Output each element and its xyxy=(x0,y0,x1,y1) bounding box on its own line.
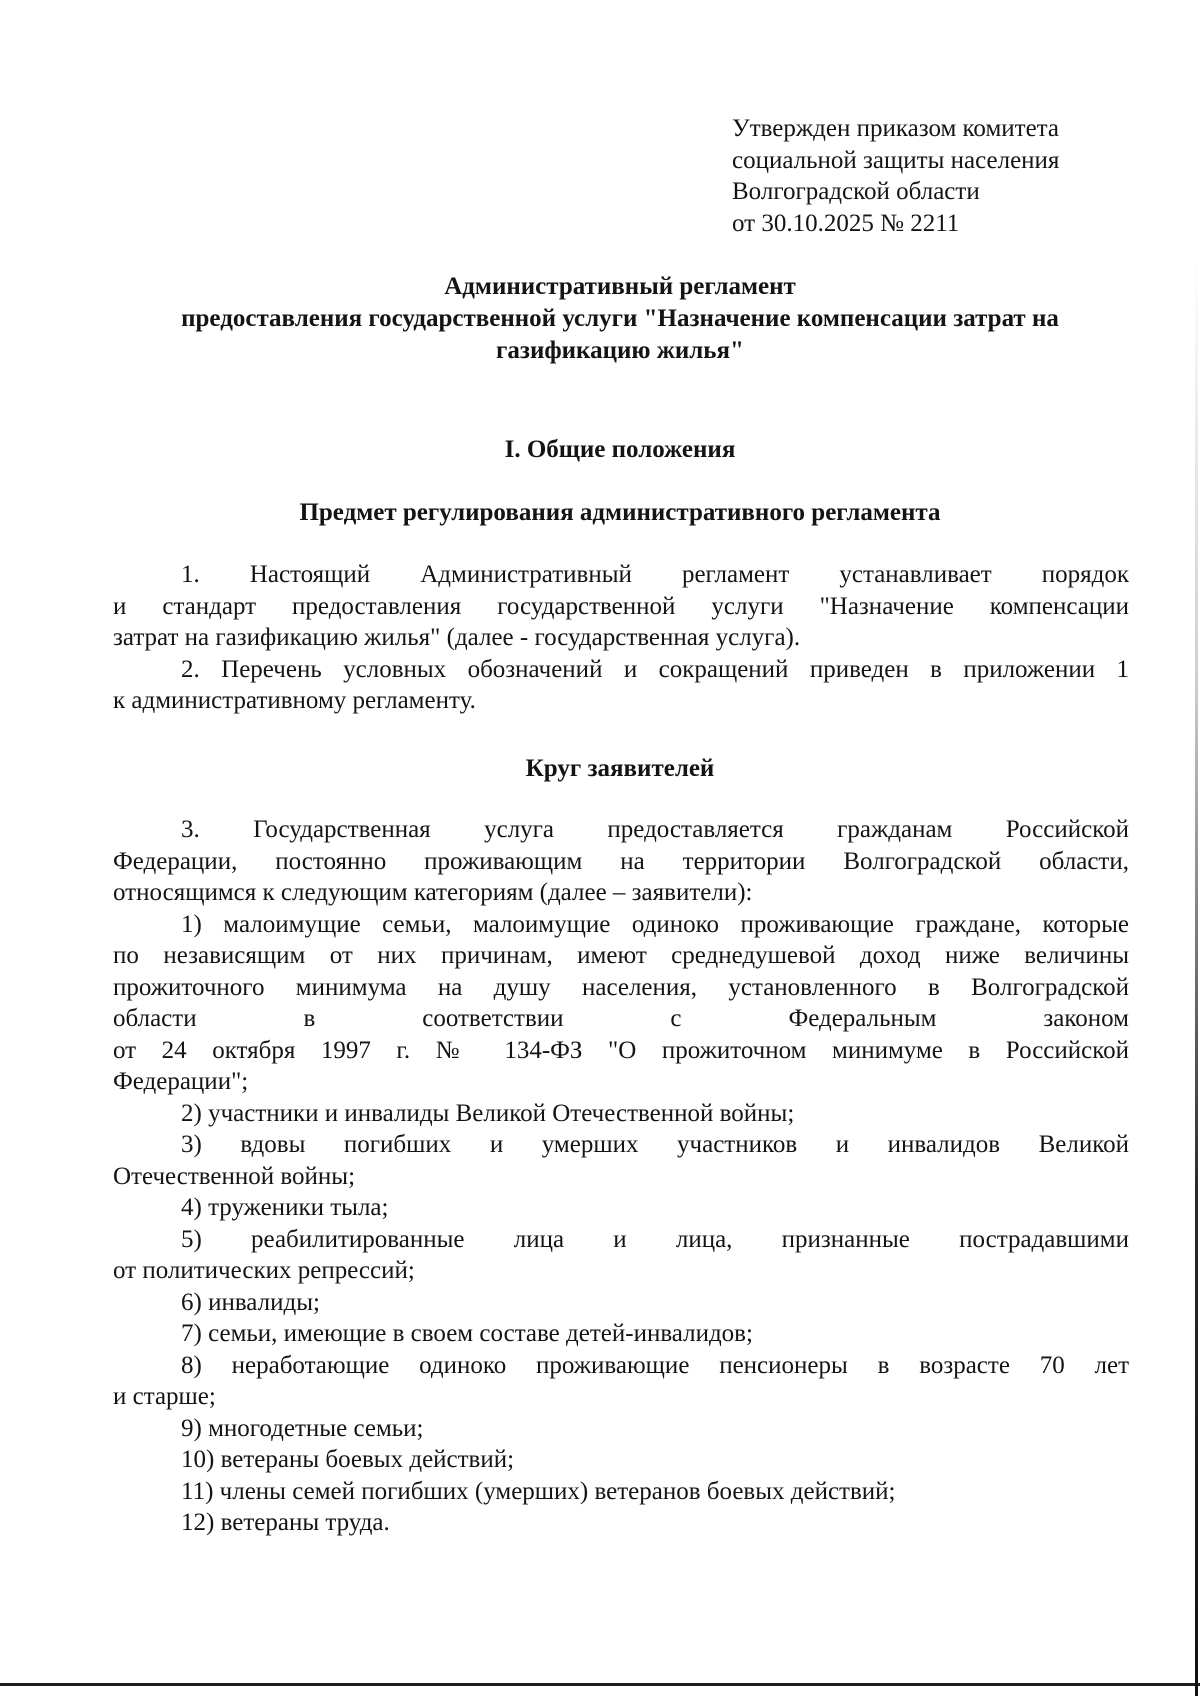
paragraph xyxy=(113,909,1129,1098)
approval-line: социальной защиты населения xyxy=(732,146,1060,174)
paragraph xyxy=(113,814,1129,909)
text-line: 10) ветераны боевых действий; xyxy=(181,1446,515,1473)
text-line: и стандарт предоставления государственной услуги "Назначение компенсации xyxy=(113,592,1129,620)
text-line: 3. Государственная услуга предоставляется гражданам Российской xyxy=(181,816,1129,843)
text-line: 8) неработающие одиноко проживающие пенсионеры в возрасте 70 лет xyxy=(181,1351,1129,1379)
text-line: и старше; xyxy=(113,1383,216,1410)
approval-stamp-block xyxy=(732,113,1132,239)
text-line: от политических репрессий; xyxy=(113,1257,415,1284)
text-line: 2. Перечень условных обозначений и сокращений приведен в приложении 1 xyxy=(181,655,1129,683)
paragraph xyxy=(113,1507,1129,1539)
text-line: 5) реабилитированные лица и лица, признанные пострадавшими xyxy=(181,1225,1129,1253)
title-line: предоставления государственной услуги "Назначение компенсации затрат на xyxy=(181,305,1059,332)
text-line: затрат на газификацию жилья" (далее - государственная услуга). xyxy=(113,624,801,651)
subsection-heading-applicants: Круг заявителей xyxy=(525,755,715,782)
paragraph xyxy=(113,1350,1129,1413)
text-line: прожиточного минимума на душу населения, установленного в Волгоградской xyxy=(113,973,1129,1001)
text-line: к административному регламенту. xyxy=(113,687,476,714)
text-line: Федерации"; xyxy=(113,1068,249,1095)
paragraph xyxy=(113,1476,1129,1508)
applicants-list-block xyxy=(113,814,1129,1539)
text-line: от 24 октября 1997 г. № 134-ФЗ "О прожиточном минимуме в Российской xyxy=(113,1036,1129,1064)
text-line: 3) вдовы погибших и умерших участников и инвалидов Великой xyxy=(181,1131,1129,1158)
approval-line: Волгоградской области xyxy=(732,178,980,205)
scan-right-edge xyxy=(1195,0,1198,1696)
text-line: 9) многодетные семьи; xyxy=(181,1414,424,1442)
paragraph xyxy=(113,1318,1129,1350)
paragraph xyxy=(113,1287,1129,1319)
text-line: 7) семьи, имеющие в своем составе детей-инвалидов; xyxy=(181,1320,753,1347)
title-line: Административный регламент xyxy=(444,273,796,300)
body-text-block xyxy=(113,559,1129,717)
text-line: Отечественной войны; xyxy=(113,1162,356,1190)
text-line: 12) ветераны труда. xyxy=(181,1509,390,1536)
paragraph xyxy=(113,1413,1129,1445)
paragraph xyxy=(113,1098,1129,1130)
paragraph xyxy=(113,1129,1129,1192)
text-line: Федерации, постоянно проживающим на территории Волгоградской области, xyxy=(113,847,1129,875)
paragraph xyxy=(113,654,1129,717)
text-line: 6) инвалиды; xyxy=(181,1288,320,1316)
paragraph xyxy=(113,1224,1129,1287)
text-line: 1. Настоящий Административный регламент устанавливает порядок xyxy=(181,561,1129,588)
text-line: области в соответствии с Федеральным законом xyxy=(113,1005,1129,1032)
text-line: 1) малоимущие семьи, малоимущие одиноко проживающие граждане, которые xyxy=(181,910,1129,938)
text-line: относящимся к следующим категориям (далее – заявители): xyxy=(113,879,753,906)
approval-date-number: от 30.10.2025 № 2211 xyxy=(732,209,960,237)
subsection-heading-subject: Предмет регулирования административного регламента xyxy=(299,499,941,526)
text-line: 11) члены семей погибших (умерших) ветеранов боевых действий; xyxy=(181,1477,896,1505)
paragraph xyxy=(113,1444,1129,1476)
paragraph xyxy=(113,1192,1129,1224)
text-line: 4) труженики тыла; xyxy=(181,1194,389,1221)
text-line: по независящим от них причинам, имеют среднедушевой доход ниже величины xyxy=(113,942,1129,969)
scan-bottom-edge xyxy=(0,1683,1200,1686)
section-heading: I. Общие положения xyxy=(504,436,736,463)
title-line: газификацию жилья" xyxy=(496,337,744,364)
approval-line: Утвержден приказом комитета xyxy=(732,115,1059,142)
text-line: 2) участники и инвалиды Великой Отечественной войны; xyxy=(181,1099,795,1127)
document-title xyxy=(110,271,1130,367)
paragraph xyxy=(113,559,1129,654)
